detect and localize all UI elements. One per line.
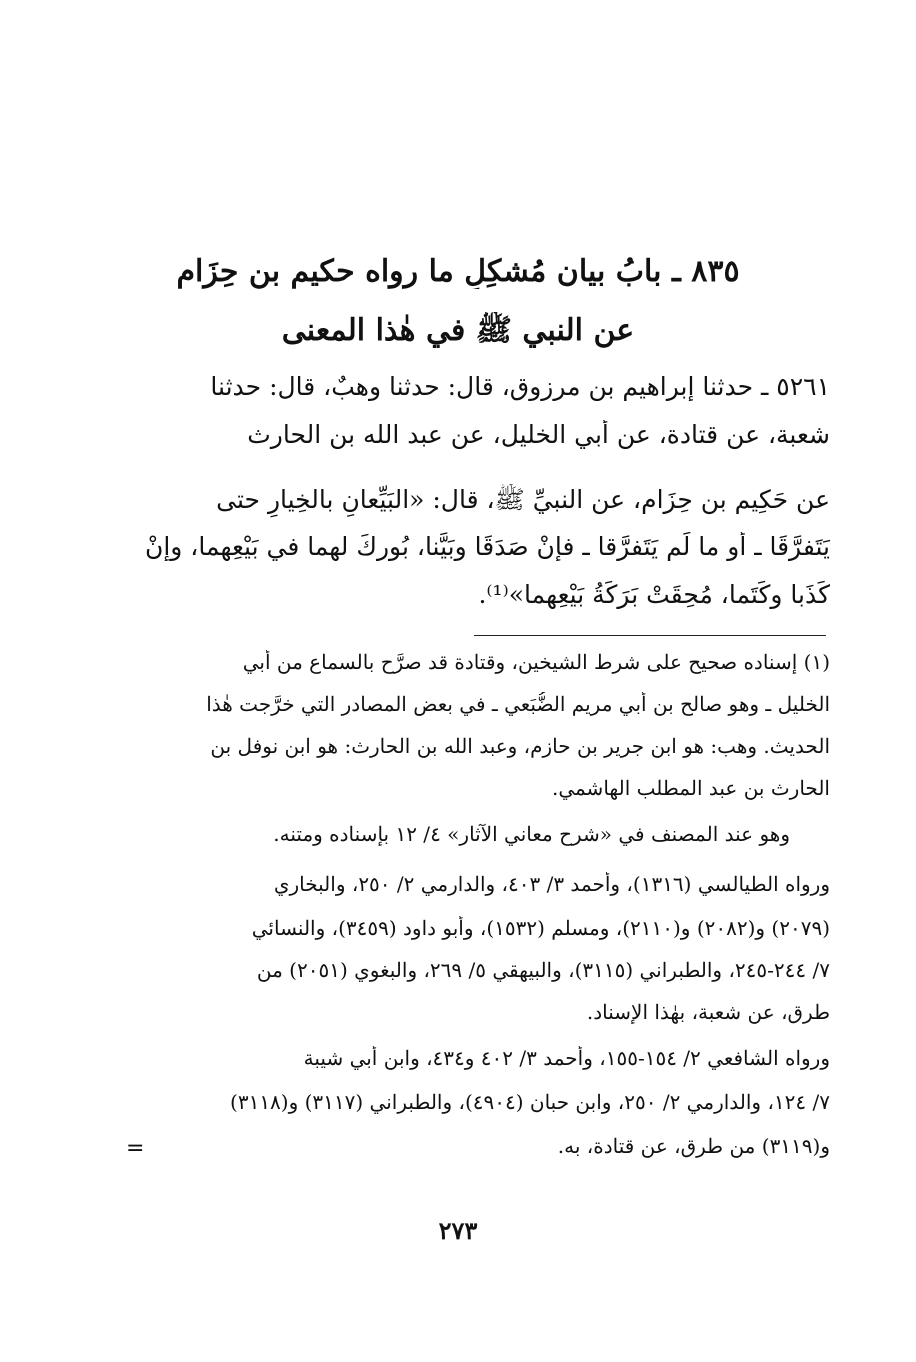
footnote-line-10: ورواه الشافعي ٢/ ١٥٤-١٥٥، وأحمد ٣/ ٤٠٢ و٤٣٤، وابن أبي شيبة (303, 1046, 830, 1070)
footnote-line-4: الحارث بن عبد المطلب الهاشمي. (551, 776, 830, 800)
hadith-line-4: يَتَفرَّقَا ـ أو ما لَم يَتَفرَّقا ـ فإنْ صَدَقَا وبَيَّنا، بُورِكَ لهما في بَيْعِهما، وإنْ (144, 532, 830, 561)
footnote-line-11: ٧/ ١٢٤، والدارمي ٢/ ٢٥٠، وابن حبان (٤٩٠٤)، والطبراني (٣١١٧) و(٣١١٨) (230, 1090, 830, 1114)
hadith-line-3: عن حَكِيم بن حِزَام، عن النبيِّ ﷺ، قال: «البَيِّعانِ بالخِيارِ حتى (216, 485, 830, 514)
hadith-line-1: ٥٢٦١ ـ حدثنا إبراهيم بن مرزوق، قال: حدثنا وهبٌ، قال: حدثنا (210, 372, 830, 401)
hadith-line-2: شعبة، عن قتادة، عن أبي الخليل، عن عبد الله بن الحارث (247, 420, 830, 449)
footnote-line-9: طرق، عن شعبة، بهٰذا الإسناد. (586, 1000, 830, 1024)
continuation-mark: = (126, 1136, 145, 1161)
footnote-line-2: الخليل ـ وهو صالح بن أبي مريم الضُّبَعي ـ في بعض المصادر التي خرَّجت هٰذا (206, 692, 830, 716)
footnote-line-3: الحديث. وهب: هو ابن جرير بن حازم، وعبد الله بن الحارث: هو ابن نوفل بن (210, 734, 830, 758)
chapter-title-line-2: عن النبي ﷺ في هٰذا المعنى (281, 313, 635, 348)
page-number: ٢٧٣ (438, 1216, 478, 1245)
footnote-line-5: وهو عند المصنف في «شرح معاني الآثار» ٤/ ١٢ بإسناده ومتنه. (273, 822, 790, 846)
footnote-line-12: و(٣١١٩) من طرق، عن قتادة، به. (557, 1134, 830, 1158)
chapter-title-line-1: ٨٣٥ ـ بابُ بيان مُشكِلِ ما رواه حكيم بن حِزَام (176, 254, 740, 289)
footnote-line-7: (٢٠٧٩) و(٢٠٨٢) و(٢١١٠)، ومسلم (١٥٣٢)، وأبو داود (٣٤٥٩)، والنسائي (251, 916, 830, 940)
footnote-divider (474, 635, 826, 636)
footnote-line-8: ٧/ ٢٤٤-٢٤٥، والطبراني (٣١١٥)، والبيهقي ٥/ ٢٦٩، والبغوي (٢٠٥١) من (256, 958, 830, 982)
hadith-line-5: كَذَبا وكَتَما، مُحِقَتْ بَرَكَةُ بَيْعِهما»⁽¹⁾. (478, 580, 830, 609)
footnote-line-1: (١) إسناده صحيح على شرط الشيخين، وقتادة قد صرَّح بالسماع من أبي (242, 650, 830, 674)
footnote-line-6: ورواه الطيالسي (١٣١٦)، وأحمد ٣/ ٤٠٣، والدارمي ٢/ ٢٥٠، والبخاري (273, 872, 830, 896)
